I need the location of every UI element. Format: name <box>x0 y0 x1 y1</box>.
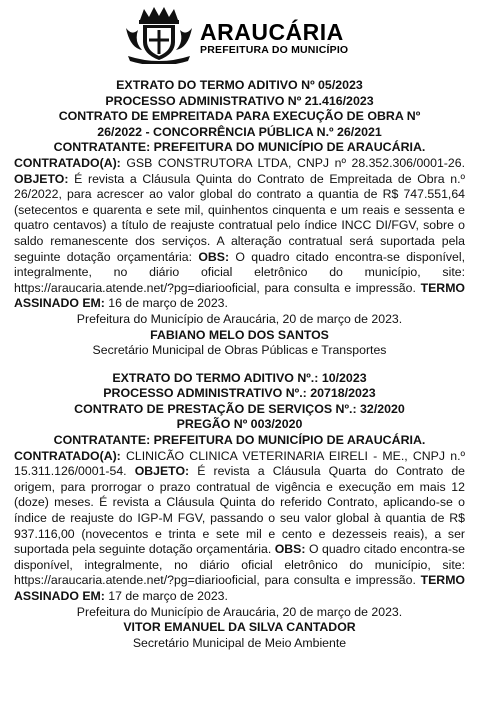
brand <box>200 20 348 56</box>
obs-label: OBS: <box>274 542 306 557</box>
extract-2-title: EXTRATO DO TERMO ADITIVO Nº.: 10/2023 <box>112 370 367 385</box>
extract-2-process: PROCESSO ADMINISTRATIVO Nº.: 20718/2023 <box>103 386 376 401</box>
extract-1-contratante: CONTRATANTE: PREFEITURA DO MUNICÍPIO DE ARAUCÁRIA. <box>53 140 426 155</box>
coat-of-arms-logo <box>122 6 196 64</box>
extract-2-place-date: Prefeitura do Município de Araucária, 20 de março de 2023. <box>76 604 403 619</box>
extract-2-signer: VITOR EMANUEL DA SILVA CANTADOR <box>123 620 356 635</box>
obs-text: O quadro citado encontra-se disponível, integralmente, no diário oficial eletrônico do município, site: https://araucaria.atende.net/?pg=diariooficial, para consulta e impressão. <box>14 249 465 295</box>
extract-2-signer-role: Secretário Municipal de Meio Ambiente <box>132 635 347 650</box>
termo-label: TERMO ASSINADO EM: <box>14 280 465 311</box>
extract-2-body <box>14 449 465 605</box>
contratado-label: CONTRATADO(A): <box>14 448 121 463</box>
extract-1-title: EXTRATO DO TERMO ADITIVO Nº 05/2023 <box>116 78 363 92</box>
extract-2-contratante: CONTRATANTE: PREFEITURA DO MUNICÍPIO DE ARAUCÁRIA. <box>53 433 426 448</box>
extract-1-process: PROCESSO ADMINISTRATIVO Nº 21.416/2023 <box>105 93 374 108</box>
extract-1-signer-role: Secretário Municipal de Obras Públicas e Transportes <box>92 343 387 358</box>
obs-label: OBS: <box>198 249 230 264</box>
termo-text: 17 de março de 2023. <box>104 589 228 603</box>
extract-1-contract-line2: 26/2022 - CONCORRÊNCIA PÚBLICA N.º 26/2021 <box>97 124 382 139</box>
extract-2 <box>0 371 479 652</box>
extract-1-body <box>14 156 465 312</box>
contratado-label: CONTRATADO(A): <box>14 155 121 170</box>
extract-2-contract: CONTRATO DE PRESTAÇÃO DE SERVIÇOS Nº.: 32/2020 <box>74 401 405 416</box>
objeto-label: OBJETO: <box>134 464 190 479</box>
obs-text: O quadro citado encontra-se disponível, integralmente, no diário oficial eletrônico do município, site: https://araucaria.atende.net/?pg=diariooficial, para consulta e impressão. <box>14 542 465 588</box>
termo-label: TERMO ASSINADO EM: <box>14 573 465 603</box>
header <box>0 0 479 70</box>
brand-name: ARAUCÁRIA <box>200 19 344 45</box>
extract-1 <box>0 78 479 359</box>
extract-1-signer: FABIANO MELO DOS SANTOS <box>150 327 329 342</box>
objeto-label: OBJETO: <box>14 171 69 186</box>
objeto-text: É revista a Cláusula Quinta do Contrato de Empreitada de Obra n.º 26/2022, para acrescer ao valor global do contrato a quantia de R$ 747.551,64 (setecentos e quarenta e sete mil, quinhentos cinquenta e um reais e sessenta e quatro centavos) a título de reajuste contratual pelo índice INCC DI/FGV, sobre o saldo remanescente dos serviços. A alteração contratual será suportada pela seguinte dotação orçamentária: <box>14 171 465 264</box>
contratado-text: CLINICÃO CLINICA VETERINARIA EIRELI - ME., CNPJ n.º 15.311.126/0001-54. <box>14 448 465 479</box>
extract-1-contract-line1: CONTRATO DE EMPREITADA PARA EXECUÇÃO DE OBRA Nº <box>58 109 421 124</box>
brand-subtitle: PREFEITURA DO MUNICÍPIO <box>200 44 349 56</box>
extract-1-place-date: Prefeitura do Município de Araucária, 20 de março de 2023. <box>76 311 403 326</box>
contratado-text: GSB CONSTRUTORA LTDA, CNPJ nº 28.352.306/0001-26. <box>120 155 465 170</box>
termo-text: 16 de março de 2023. <box>104 296 228 311</box>
extract-2-pregao: PREGÃO Nº 003/2020 <box>176 417 303 432</box>
objeto-text: É revista a Cláusula Quarta do Contrato de origem, para prorrogar o prazo contratual de vigência e execução em mais 12 (doze) meses. É revista a Cláusula Quinta do referido Contrato, aplicando-se o índice de reajuste do IGP-M FGV, passando o seu valor global à quantia de R$ 937.116,00 (novecentos e trinta e sete mil e cento e dezesseis reais), a ser suportada pela seguinte dotação orçamentária. <box>14 464 465 557</box>
